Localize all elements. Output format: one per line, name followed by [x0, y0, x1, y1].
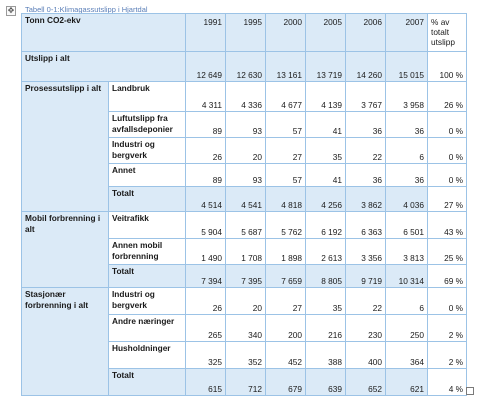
- percent-header[interactable]: % av totalt utslipp: [428, 14, 467, 52]
- value-cell[interactable]: 4 514: [186, 187, 226, 212]
- year-header[interactable]: 2006: [346, 14, 386, 52]
- table-row: [22, 82, 467, 112]
- unit-label[interactable]: Tonn CO2-ekv: [22, 14, 186, 52]
- value-cell[interactable]: 6: [386, 138, 428, 164]
- value-cell[interactable]: 452: [266, 342, 306, 369]
- percent-cell[interactable]: 69 %: [428, 265, 467, 288]
- table-row: [22, 212, 467, 239]
- value-cell[interactable]: 22: [346, 288, 386, 315]
- subcategory-label[interactable]: Landbruk: [109, 82, 186, 112]
- year-header[interactable]: 2005: [306, 14, 346, 52]
- value-cell[interactable]: 10 314: [386, 265, 428, 288]
- value-cell[interactable]: 388: [306, 342, 346, 369]
- year-header[interactable]: 2007: [386, 14, 428, 52]
- value-cell[interactable]: 3 767: [346, 82, 386, 112]
- value-cell[interactable]: 36: [386, 164, 428, 187]
- subcategory-label[interactable]: Totalt: [109, 369, 186, 396]
- value-cell[interactable]: 26: [186, 288, 226, 315]
- value-cell[interactable]: 3 862: [346, 187, 386, 212]
- value-cell[interactable]: 89: [186, 164, 226, 187]
- value-cell[interactable]: 41: [306, 112, 346, 138]
- year-header[interactable]: 2000: [266, 14, 306, 52]
- value-cell[interactable]: 639: [306, 369, 346, 396]
- value-cell[interactable]: 615: [186, 369, 226, 396]
- value-cell[interactable]: 230: [346, 315, 386, 342]
- value-cell[interactable]: 3 813: [386, 239, 428, 265]
- value-cell[interactable]: 41: [306, 164, 346, 187]
- value-cell[interactable]: 679: [266, 369, 306, 396]
- value-cell[interactable]: 7 659: [266, 265, 306, 288]
- category-label[interactable]: Stasjonær forbrenning i alt: [22, 288, 109, 396]
- table-caption: Tabell 0-1:Klimagassutslipp i Hjartdal: [25, 5, 148, 14]
- table-move-handle-icon[interactable]: ✥: [7, 6, 15, 15]
- value-cell[interactable]: 12 649: [186, 52, 226, 82]
- value-cell[interactable]: 36: [346, 164, 386, 187]
- value-cell[interactable]: 89: [186, 112, 226, 138]
- percent-cell[interactable]: 100 %: [428, 52, 467, 82]
- value-cell[interactable]: 20: [226, 138, 266, 164]
- table-row: [22, 52, 467, 82]
- value-cell[interactable]: 12 630: [226, 52, 266, 82]
- category-label[interactable]: Prosessutslipp i alt: [22, 82, 109, 212]
- value-cell[interactable]: 652: [346, 369, 386, 396]
- emissions-table: [21, 13, 467, 396]
- value-cell[interactable]: 216: [306, 315, 346, 342]
- value-cell[interactable]: 27: [266, 138, 306, 164]
- value-cell[interactable]: 13 161: [266, 52, 306, 82]
- value-cell[interactable]: 5 762: [266, 212, 306, 239]
- table-row: [22, 288, 467, 315]
- value-cell[interactable]: 7 394: [186, 265, 226, 288]
- value-cell[interactable]: 36: [386, 112, 428, 138]
- percent-cell[interactable]: 0 %: [428, 138, 467, 164]
- value-cell[interactable]: 621: [386, 369, 428, 396]
- subcategory-label[interactable]: Veitrafikk: [109, 212, 186, 239]
- value-cell[interactable]: 4 311: [186, 82, 226, 112]
- value-cell[interactable]: 6: [386, 288, 428, 315]
- value-cell[interactable]: 13 719: [306, 52, 346, 82]
- value-cell[interactable]: 7 395: [226, 265, 266, 288]
- value-cell[interactable]: 4 336: [226, 82, 266, 112]
- subcategory-label[interactable]: Industri og bergverk: [109, 288, 186, 315]
- value-cell[interactable]: 340: [226, 315, 266, 342]
- percent-cell[interactable]: 26 %: [428, 82, 467, 112]
- value-cell[interactable]: 4 036: [386, 187, 428, 212]
- value-cell[interactable]: 1 898: [266, 239, 306, 265]
- subcategory-label[interactable]: Annet: [109, 164, 186, 187]
- percent-cell[interactable]: 2 %: [428, 315, 467, 342]
- value-cell[interactable]: 265: [186, 315, 226, 342]
- percent-cell[interactable]: 4 %: [428, 369, 467, 396]
- subcategory-label[interactable]: Annen mobil forbrenning: [109, 239, 186, 265]
- value-cell[interactable]: 57: [266, 164, 306, 187]
- table-resize-handle[interactable]: [466, 387, 474, 395]
- value-cell[interactable]: 20: [226, 288, 266, 315]
- value-cell[interactable]: 200: [266, 315, 306, 342]
- value-cell[interactable]: 8 805: [306, 265, 346, 288]
- subcategory-label[interactable]: Totalt: [109, 265, 186, 288]
- value-cell[interactable]: 4 677: [266, 82, 306, 112]
- value-cell[interactable]: 2 613: [306, 239, 346, 265]
- value-cell[interactable]: 325: [186, 342, 226, 369]
- percent-cell[interactable]: 25 %: [428, 239, 467, 265]
- subcategory-label[interactable]: Luftutslipp fra avfallsdeponier: [109, 112, 186, 138]
- value-cell[interactable]: 57: [266, 112, 306, 138]
- percent-cell[interactable]: 0 %: [428, 112, 467, 138]
- value-cell[interactable]: 35: [306, 288, 346, 315]
- category-label[interactable]: Mobil forbrenning i alt: [22, 212, 109, 288]
- subcategory-label[interactable]: Totalt: [109, 187, 186, 212]
- value-cell[interactable]: 4 818: [266, 187, 306, 212]
- value-cell[interactable]: 93: [226, 164, 266, 187]
- value-cell[interactable]: 5 904: [186, 212, 226, 239]
- value-cell[interactable]: 400: [346, 342, 386, 369]
- percent-cell[interactable]: 2 %: [428, 342, 467, 369]
- value-cell[interactable]: 6 192: [306, 212, 346, 239]
- value-cell[interactable]: 14 260: [346, 52, 386, 82]
- percent-cell[interactable]: 0 %: [428, 164, 467, 187]
- percent-cell[interactable]: 43 %: [428, 212, 467, 239]
- percent-cell[interactable]: 27 %: [428, 187, 467, 212]
- value-cell[interactable]: 3 958: [386, 82, 428, 112]
- value-cell[interactable]: 3 356: [346, 239, 386, 265]
- value-cell[interactable]: 35: [306, 138, 346, 164]
- value-cell[interactable]: 27: [266, 288, 306, 315]
- value-cell[interactable]: 6 363: [346, 212, 386, 239]
- subcategory-label[interactable]: Industri og bergverk: [109, 138, 186, 164]
- header-row: [22, 14, 467, 52]
- value-cell[interactable]: 5 687: [226, 212, 266, 239]
- value-cell[interactable]: 352: [226, 342, 266, 369]
- value-cell[interactable]: 4 541: [226, 187, 266, 212]
- value-cell[interactable]: 6 501: [386, 212, 428, 239]
- value-cell[interactable]: 364: [386, 342, 428, 369]
- value-cell[interactable]: 9 719: [346, 265, 386, 288]
- year-header[interactable]: 1995: [226, 14, 266, 52]
- value-cell[interactable]: 15 015: [386, 52, 428, 82]
- value-cell[interactable]: 250: [386, 315, 428, 342]
- subcategory-label[interactable]: Husholdninger: [109, 342, 186, 369]
- value-cell[interactable]: 1 708: [226, 239, 266, 265]
- percent-cell[interactable]: 0 %: [428, 288, 467, 315]
- value-cell[interactable]: 4 139: [306, 82, 346, 112]
- value-cell[interactable]: 93: [226, 112, 266, 138]
- value-cell[interactable]: 1 490: [186, 239, 226, 265]
- value-cell[interactable]: 26: [186, 138, 226, 164]
- year-header[interactable]: 1991: [186, 14, 226, 52]
- subcategory-label[interactable]: Andre næringer: [109, 315, 186, 342]
- value-cell[interactable]: 712: [226, 369, 266, 396]
- value-cell[interactable]: 4 256: [306, 187, 346, 212]
- category-label[interactable]: Utslipp i alt: [22, 52, 186, 82]
- value-cell[interactable]: 36: [346, 112, 386, 138]
- value-cell[interactable]: 22: [346, 138, 386, 164]
